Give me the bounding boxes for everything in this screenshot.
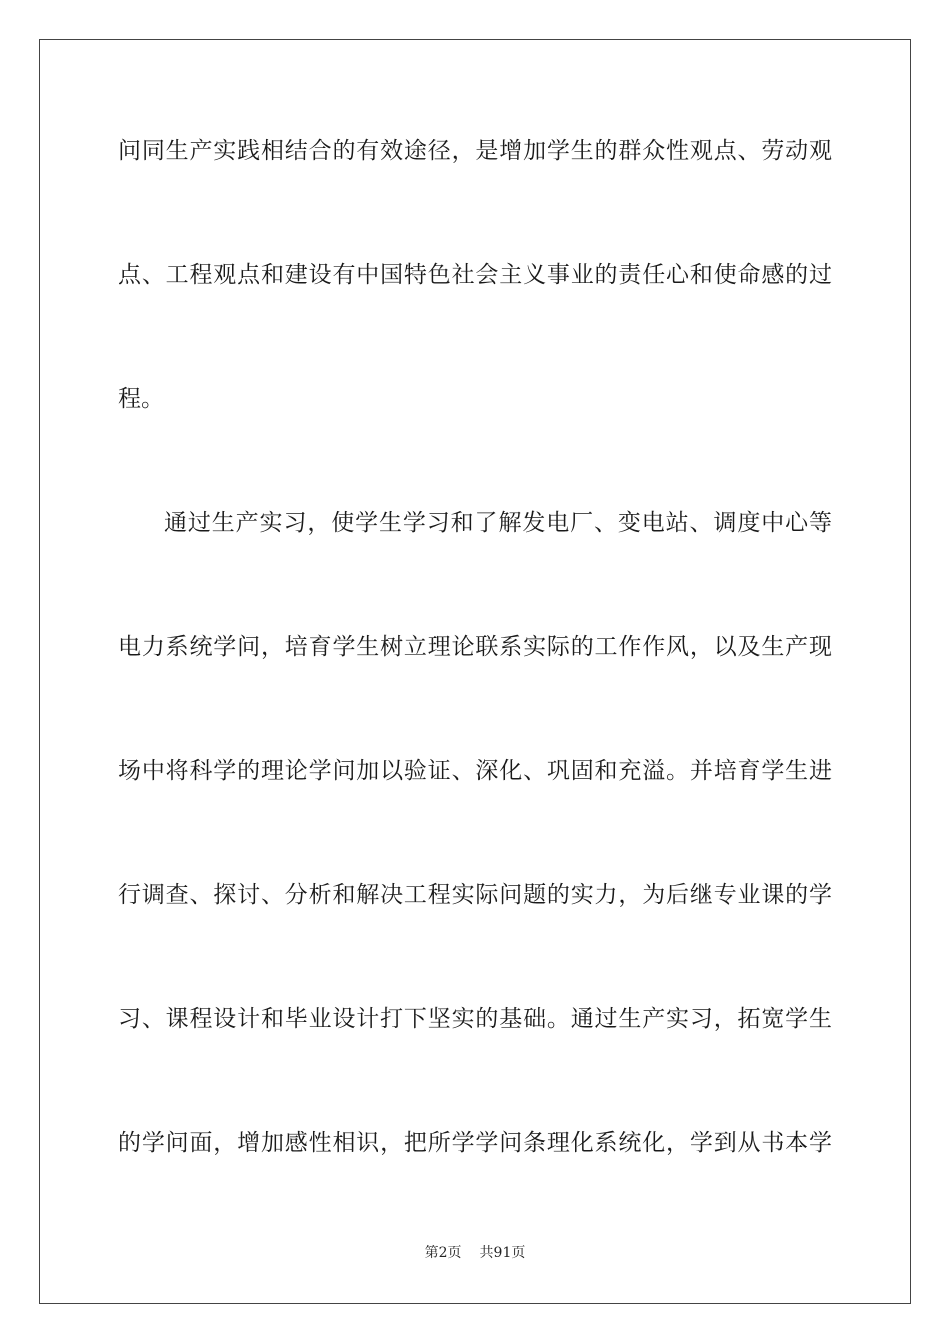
text-line-7: 行调查、探讨、分析和解决工程实际问题的实力，为后继专业课的学 [118,882,832,908]
text-line-8: 习、课程设计和毕业设计打下坚实的基础。通过生产实习，拓宽学生 [118,1006,832,1032]
text-line-2: 点、工程观点和建设有中国特色社会主义事业的责任心和使命感的过 [118,262,832,288]
text-line-1: 问同生产实践相结合的有效途径，是增加学生的群众性观点、劳动观 [118,138,832,164]
page-border [39,39,911,1304]
text-line-5: 电力系统学问，培育学生树立理论联系实际的工作作风，以及生产现 [118,634,832,660]
page-footer [0,1244,950,1262]
total-pages: 共91页 [479,1245,526,1261]
text-line-6: 场中将科学的理论学问加以验证、深化、巩固和充溢。并培育学生进 [118,758,832,784]
page-number: 第2页 [424,1245,462,1261]
text-line-3: 程。 [118,386,164,412]
text-line-9: 的学问面，增加感性相识，把所学学问条理化系统化，学到从书本学 [118,1130,832,1156]
text-line-4: 通过生产实习，使学生学习和了解发电厂、变电站、调度中心等 [164,510,832,536]
